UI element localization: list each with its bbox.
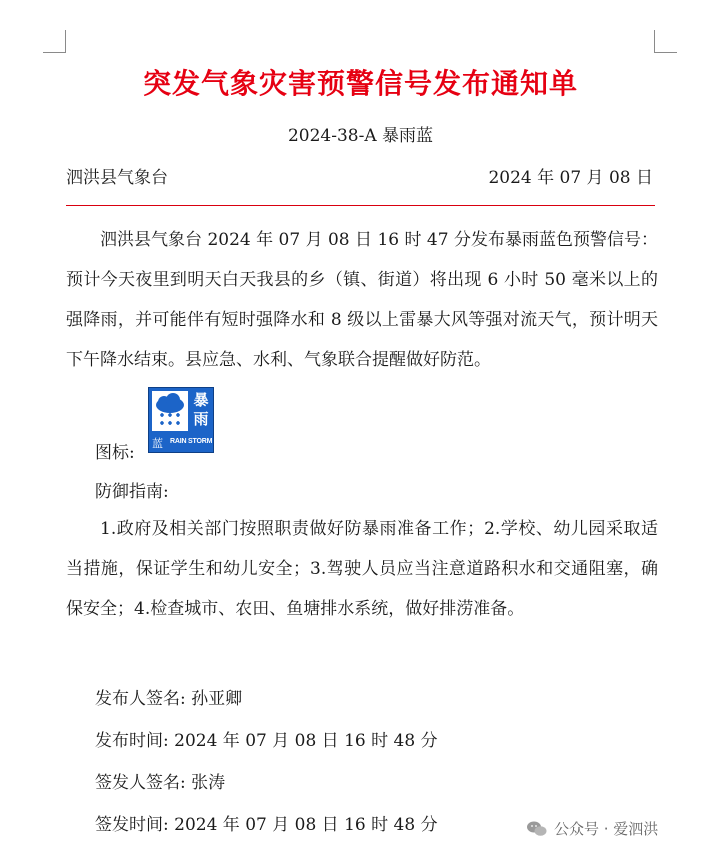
publish-time-label: 发布时间: [95, 731, 169, 751]
publisher-signature-value: 孙亚卿 [191, 689, 243, 709]
approver-signature-row [95, 768, 225, 793]
wechat-watermark [526, 818, 658, 839]
header-divider [66, 205, 655, 206]
publish-time-value: 2024 年 07 月 08 日 16 时 48 分 [174, 731, 438, 751]
page-corner-mark-top-right [654, 30, 677, 53]
issuer-name: 泗洪县气象台 [66, 168, 168, 188]
publish-time-row [95, 726, 438, 751]
icon-hazard-en: RAIN STORM [170, 438, 213, 445]
icon-hazard-cn: 暴雨 [193, 391, 209, 428]
guide-paragraph: 1.政府及相关部门按照职责做好防暴雨准备工作；2.学校、幼儿园采取适当措施，保证学生和幼儿安全；3.驾驶人员应当注意道路积水和交通阻塞，确保安全；4.检查城市、农田、鱼塘排水系统，做好排涝准备。 [66, 519, 658, 619]
approve-time-value: 2024 年 07 月 08 日 16 时 48 分 [174, 815, 438, 835]
icon-label: 图标: [95, 443, 135, 463]
icon-level-cn: 蓝 [152, 437, 163, 450]
document-title: 突发气象灾害预警信号发布通知单 [142, 67, 578, 100]
guide-label: 防御指南: [95, 482, 169, 502]
rainstorm-blue-warning-icon [148, 387, 214, 453]
watermark-text: 公众号 · 爱泗洪 [554, 820, 659, 838]
approve-time-label: 签发时间: [95, 815, 169, 835]
approve-time-row [95, 810, 438, 835]
approver-signature-label: 签发人签名: [95, 773, 186, 793]
page-corner-mark-top-left [43, 30, 66, 53]
wechat-icon [526, 820, 548, 838]
warning-body-paragraph: 泗洪县气象台 2024 年 07 月 08 日 16 时 47 分发布暴雨蓝色预警信号：预计今天夜里到明天白天我县的乡（镇、街道）将出现 6 小时 50 毫米以上的强降雨，并可能伴有短时强降水和 8 级以上雷暴大风等强对流天气，预计明天下午降水结束。县应急、水利、气象联合提醒做好防范。 [66, 230, 658, 370]
rain-cloud-icon [152, 391, 188, 431]
issue-date: 2024 年 07 月 08 日 [488, 168, 653, 188]
approver-signature-value: 张涛 [191, 773, 226, 793]
document-number: 2024-38-A 暴雨蓝 [287, 126, 434, 146]
publisher-signature-row [95, 684, 242, 709]
publisher-signature-label: 发布人签名: [95, 689, 186, 709]
